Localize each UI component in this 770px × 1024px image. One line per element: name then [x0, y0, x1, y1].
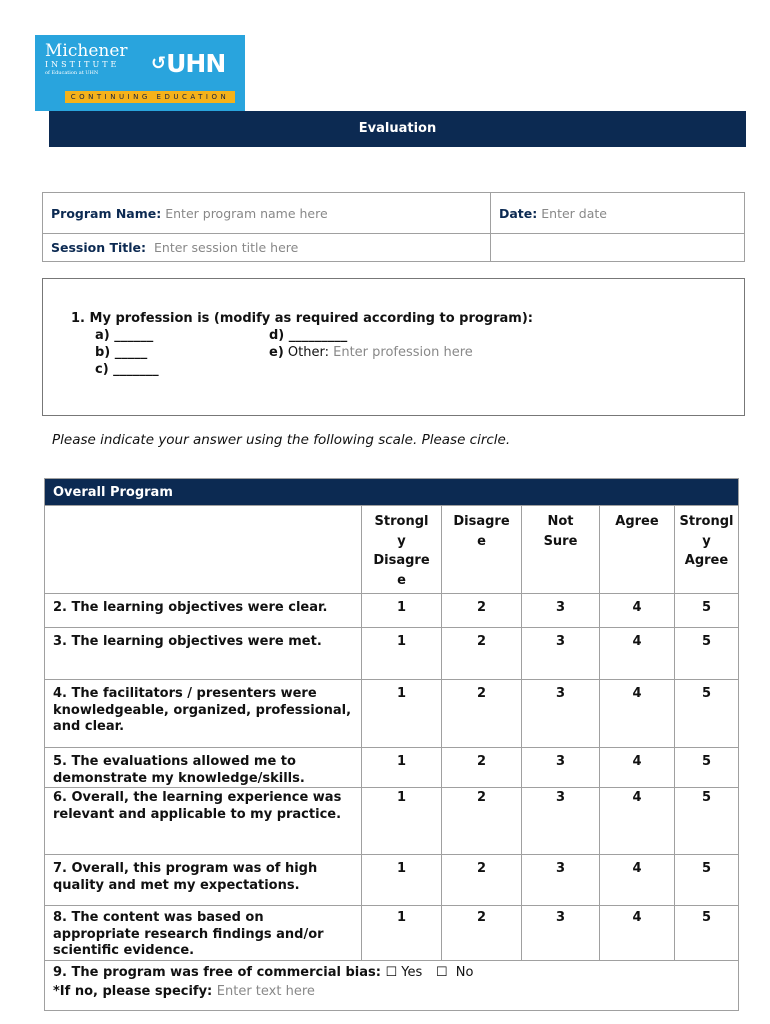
profession-box	[42, 278, 745, 416]
michener-logo	[45, 43, 128, 76]
header-agree: Agree	[600, 506, 675, 594]
header-strongly-agree: Strongl y Agree	[675, 506, 739, 594]
rating-5[interactable]: 5	[675, 788, 739, 855]
rating-4[interactable]: 4	[600, 906, 675, 961]
rating-1[interactable]: 1	[362, 594, 442, 628]
rating-1[interactable]: 1	[362, 628, 442, 680]
specify-field[interactable]: Enter text here	[216, 983, 315, 999]
header-disagree: Disagre e	[442, 506, 522, 594]
table-row	[45, 788, 739, 855]
session-title-field[interactable]: Enter session title here	[154, 240, 299, 255]
rating-3[interactable]: 3	[522, 788, 600, 855]
question-text: 5. The evaluations allowed me to demonstrate my knowledge/skills.	[45, 748, 362, 788]
rating-2[interactable]: 2	[442, 855, 522, 906]
rating-5[interactable]: 5	[675, 628, 739, 680]
question-text: 2. The learning objectives were clear.	[45, 594, 362, 628]
logo-tagline-text: of Education at UHN	[45, 70, 99, 76]
logo	[35, 35, 245, 111]
date-field[interactable]: Enter date	[541, 205, 607, 221]
bias-row	[45, 960, 739, 1010]
section-title: Overall Program	[45, 479, 739, 506]
rating-4[interactable]: 4	[600, 855, 675, 906]
uhn-swirl-icon: ↺	[151, 53, 166, 74]
rating-2[interactable]: 2	[442, 788, 522, 855]
rating-1[interactable]: 1	[362, 855, 442, 906]
rating-2[interactable]: 2	[442, 748, 522, 788]
continuing-education-label: CONTINUING EDUCATION	[65, 91, 235, 103]
logo-michener-text: Michener	[45, 41, 128, 61]
rating-2[interactable]: 2	[442, 680, 522, 748]
option-e-label: e)	[269, 345, 284, 360]
profession-option-b[interactable]: b) _____	[95, 345, 148, 360]
program-name-cell	[43, 193, 491, 234]
rating-1[interactable]: 1	[362, 748, 442, 788]
rating-4[interactable]: 4	[600, 748, 675, 788]
rating-1[interactable]: 1	[362, 680, 442, 748]
table-row	[45, 628, 739, 680]
rating-3[interactable]: 3	[522, 855, 600, 906]
question-text: 7. Overall, this program was of high quality and met my expectations.	[45, 855, 362, 906]
table-row	[45, 855, 739, 906]
page-title: Evaluation	[49, 111, 746, 147]
uhn-logo	[151, 49, 225, 78]
checkbox-yes-icon[interactable]: ☐	[385, 964, 398, 980]
date-cell	[491, 193, 745, 234]
logo-institute-text: INSTITUTE	[45, 60, 120, 69]
rating-4[interactable]: 4	[600, 788, 675, 855]
rating-5[interactable]: 5	[675, 748, 739, 788]
profession-option-a[interactable]: a) ______	[95, 328, 154, 343]
table-row	[45, 680, 739, 748]
profession-option-e	[269, 345, 473, 360]
rating-3[interactable]: 3	[522, 748, 600, 788]
bias-no-option[interactable]	[436, 965, 474, 980]
question-text: 8. The content was based on appropriate research findings and/or scientific evidence.	[45, 906, 362, 961]
session-title-cell	[43, 234, 491, 262]
rating-2[interactable]: 2	[442, 628, 522, 680]
bias-yes-option[interactable]	[385, 965, 422, 980]
rating-5[interactable]: 5	[675, 594, 739, 628]
bias-no-label: No	[455, 964, 474, 980]
date-label: Date:	[499, 205, 538, 221]
rating-1[interactable]: 1	[362, 906, 442, 961]
header-strongly-disagree: Strongl y Disagre e	[362, 506, 442, 594]
rating-5[interactable]: 5	[675, 855, 739, 906]
rating-4[interactable]: 4	[600, 628, 675, 680]
profession-option-c[interactable]: c) _______	[95, 362, 159, 377]
bias-question: 9. The program was free of commercial bias:	[53, 964, 381, 980]
question-text: 6. Overall, the learning experience was relevant and applicable to my practice.	[45, 788, 362, 855]
rating-2[interactable]: 2	[442, 906, 522, 961]
checkbox-no-icon[interactable]: ☐	[435, 964, 448, 980]
rating-3[interactable]: 3	[522, 906, 600, 961]
profession-other-field[interactable]: Enter profession here	[333, 345, 473, 360]
question-text: 4. The facilitators / presenters were knowledgeable, organized, professional, and clear.	[45, 680, 362, 748]
table-row	[45, 594, 739, 628]
rating-5[interactable]: 5	[675, 906, 739, 961]
session-title-label: Session Title:	[51, 240, 147, 255]
program-name-field[interactable]: Enter program name here	[165, 205, 328, 221]
specify-label: *If no, please specify:	[53, 983, 213, 999]
rating-3[interactable]: 3	[522, 628, 600, 680]
bias-cell	[45, 960, 739, 1010]
rating-4[interactable]: 4	[600, 594, 675, 628]
uhn-logo-text: UHN	[166, 49, 226, 78]
question-text: 3. The learning objectives were met.	[45, 628, 362, 680]
profession-option-d[interactable]: d) _________	[269, 328, 348, 343]
profession-question: 1. My profession is (modify as required according to program):	[71, 311, 533, 326]
table-row	[45, 906, 739, 961]
empty-cell	[491, 234, 745, 262]
rating-3[interactable]: 3	[522, 680, 600, 748]
option-e-other-label: Other:	[287, 345, 329, 360]
program-info-table	[42, 192, 745, 262]
table-row	[45, 748, 739, 788]
blank-header-cell	[45, 506, 362, 594]
rating-3[interactable]: 3	[522, 594, 600, 628]
rating-1[interactable]: 1	[362, 788, 442, 855]
rating-2[interactable]: 2	[442, 594, 522, 628]
scale-instructions: Please indicate your answer using the following scale. Please circle.	[52, 432, 511, 448]
bias-yes-label: Yes	[401, 964, 423, 980]
program-name-label: Program Name:	[51, 205, 162, 221]
evaluation-table	[44, 478, 739, 1011]
header-not-sure: Not Sure	[522, 506, 600, 594]
rating-5[interactable]: 5	[675, 680, 739, 748]
rating-4[interactable]: 4	[600, 680, 675, 748]
